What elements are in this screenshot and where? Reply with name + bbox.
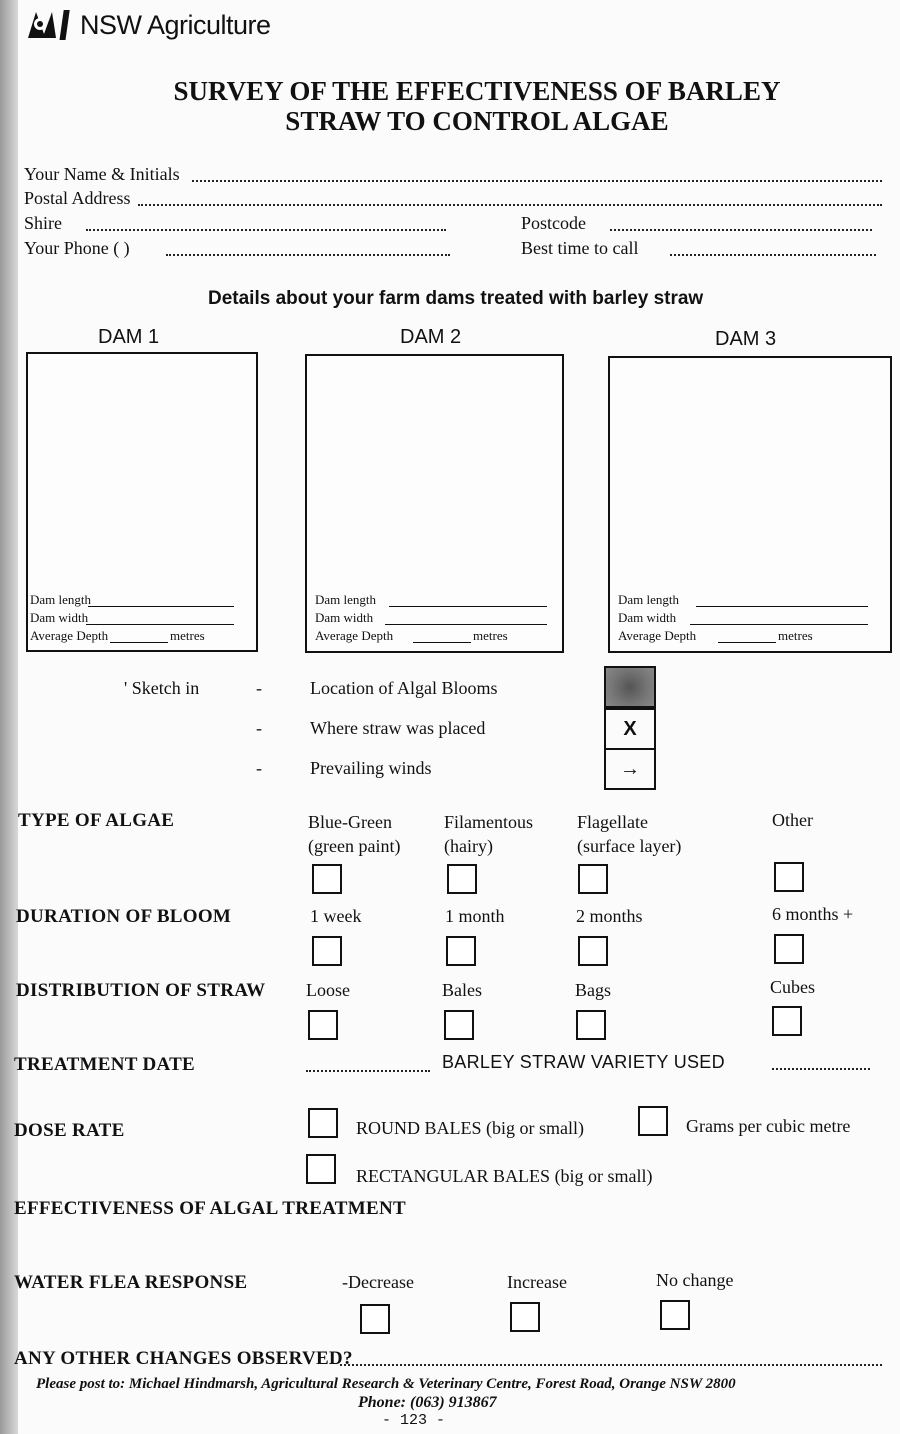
dam-2-width-label: Dam width <box>315 610 374 625</box>
dam-2-width-field[interactable] <box>385 624 547 625</box>
distribution-bags-checkbox[interactable] <box>576 1010 606 1040</box>
dam-3-unit: metres <box>778 628 813 643</box>
algae-option-2-line1: Filamentous <box>444 812 533 832</box>
name-label: Your Name & Initials <box>24 164 180 184</box>
dam-1-width-field[interactable] <box>86 624 234 625</box>
dam-1-length-label: Dam length <box>30 592 92 607</box>
address-label: Postal Address <box>24 188 131 208</box>
post-to-address: Please post to: Michael Hindmarsh, Agricultural Research & Veterinary Centre, Forest Road, Orange NSW 2800 <box>36 1376 736 1392</box>
legend-label-straw-placed: Where straw was placed <box>310 718 486 738</box>
title-line-2: STRAW TO CONTROL ALGAE <box>285 106 669 136</box>
algae-option-filamentous <box>444 810 533 858</box>
dam-2-title: DAM 2 <box>400 326 462 348</box>
best-time-field[interactable] <box>670 254 876 256</box>
algal-bloom-shading-swatch <box>604 666 656 708</box>
duration-1-month-checkbox[interactable] <box>446 936 476 966</box>
dam-1-depth-label: Average Depth <box>30 628 109 643</box>
effectiveness-label: EFFECTIVENESS OF ALGAL TREATMENT <box>14 1198 406 1219</box>
legend-dash-1: - <box>256 678 262 698</box>
barley-variety-label: BARLEY STRAW VARIETY USED <box>442 1052 725 1072</box>
duration-option-3: 2 months <box>576 906 643 926</box>
dam-2-depth-field[interactable] <box>413 642 471 643</box>
algae-filamentous-checkbox[interactable] <box>447 864 477 894</box>
phone-label: Your Phone ( ) <box>24 238 130 258</box>
legend-label-algal-blooms: Location of Algal Blooms <box>310 678 498 698</box>
postcode-field[interactable] <box>610 229 872 231</box>
algae-type-label: TYPE OF ALGAE <box>18 810 175 831</box>
title-line-1: SURVEY OF THE EFFECTIVENESS OF BARLEY <box>173 76 781 106</box>
dam-1-depth-field[interactable] <box>110 642 168 643</box>
legend-dash-3: - <box>256 758 262 778</box>
duration-option-1: 1 week <box>310 906 362 926</box>
distribution-loose-checkbox[interactable] <box>308 1010 338 1040</box>
dam-3-title: DAM 3 <box>715 328 777 350</box>
distribution-option-bales: Bales <box>442 980 482 1000</box>
name-field[interactable] <box>192 180 882 182</box>
other-changes-field[interactable] <box>340 1364 882 1366</box>
water-flea-label: WATER FLEA RESPONSE <box>14 1272 248 1293</box>
distribution-option-loose: Loose <box>306 980 350 1000</box>
treatment-date-field[interactable] <box>306 1070 430 1072</box>
distribution-bales-checkbox[interactable] <box>444 1010 474 1040</box>
grams-per-cubic-metre-checkbox[interactable] <box>638 1106 668 1136</box>
water-flea-decrease-checkbox[interactable] <box>360 1304 390 1334</box>
sketch-in-label: ' Sketch in <box>124 678 200 698</box>
legend-dash-2: - <box>256 718 262 738</box>
treatment-date-label: TREATMENT DATE <box>14 1054 196 1075</box>
dam-1-title: DAM 1 <box>98 326 160 348</box>
algae-option-4-line1: Other <box>772 810 813 830</box>
water-flea-option-increase: Increase <box>507 1272 567 1292</box>
dam-1-unit: metres <box>170 628 205 643</box>
algae-option-other <box>772 808 813 832</box>
legend-label-prevailing-winds: Prevailing winds <box>310 758 432 778</box>
duration-option-4: 6 months + <box>772 904 854 924</box>
page-number: - 123 - <box>382 1412 446 1429</box>
dams-subtitle: Details about your farm dams treated with barley straw <box>208 288 704 309</box>
duration-6-months-checkbox[interactable] <box>774 934 804 964</box>
logo-text: NSW Agriculture <box>80 9 271 40</box>
dam-1-length-field[interactable] <box>88 606 234 607</box>
barley-variety-field[interactable] <box>772 1068 870 1070</box>
dam-3-depth-field[interactable] <box>718 642 776 643</box>
dam-3-sketch-box[interactable] <box>608 356 892 653</box>
rectangular-bales-label: RECTANGULAR BALES (big or small) <box>356 1166 653 1186</box>
algae-option-blue-green <box>308 810 400 858</box>
round-bales-label: ROUND BALES (big or small) <box>356 1118 584 1138</box>
decrease-text: Decrease <box>348 1272 414 1292</box>
duration-2-months-checkbox[interactable] <box>578 936 608 966</box>
algae-option-1-line1: Blue-Green <box>308 812 392 832</box>
dam-2-unit: metres <box>473 628 508 643</box>
shire-label: Shire <box>24 213 62 233</box>
best-time-label: Best time to call <box>521 238 639 258</box>
water-flea-no-change-checkbox[interactable] <box>660 1300 690 1330</box>
shire-field[interactable] <box>86 229 446 231</box>
dam-2-length-field[interactable] <box>389 606 547 607</box>
algae-option-flagellate <box>577 810 681 858</box>
dam-2-depth-label: Average Depth <box>315 628 394 643</box>
duration-option-2: 1 month <box>445 906 505 926</box>
dam-2-sketch-box[interactable] <box>305 354 564 653</box>
dose-rate-label: DOSE RATE <box>14 1120 125 1141</box>
water-flea-increase-checkbox[interactable] <box>510 1302 540 1332</box>
dam-3-width-field[interactable] <box>690 624 868 625</box>
address-field[interactable] <box>138 204 882 206</box>
algae-option-3-line1: Flagellate <box>577 812 648 832</box>
grams-per-cubic-metre-label: Grams per cubic metre <box>686 1116 851 1136</box>
straw-placed-x-symbol <box>604 708 656 750</box>
dam-3-length-label: Dam length <box>618 592 680 607</box>
water-flea-option-no-change: No change <box>656 1270 734 1290</box>
distribution-option-cubes: Cubes <box>770 977 815 997</box>
postcode-label: Postcode <box>521 213 586 233</box>
algae-blue-green-checkbox[interactable] <box>312 864 342 894</box>
distribution-option-bags: Bags <box>575 980 611 1000</box>
algae-other-checkbox[interactable] <box>774 862 804 892</box>
dam-3-length-field[interactable] <box>696 606 868 607</box>
phone-field[interactable] <box>166 254 450 256</box>
algae-option-3-line2: (surface layer) <box>577 836 682 856</box>
algae-flagellate-checkbox[interactable] <box>578 864 608 894</box>
nsw-waratah-logo-icon <box>26 8 74 42</box>
footer-phone: Phone: (063) 913867 <box>358 1394 497 1411</box>
rectangular-bales-checkbox[interactable] <box>306 1154 336 1184</box>
x-symbol: X <box>623 717 637 740</box>
dam-3-depth-label: Average Depth <box>618 628 697 643</box>
algae-option-1-line2: (green paint) <box>308 836 401 856</box>
duration-label: DURATION OF BLOOM <box>16 906 232 927</box>
wind-arrow-icon <box>604 748 656 790</box>
water-flea-option-decrease: ‑Decrease <box>342 1272 414 1292</box>
arrow-symbol: → <box>620 757 640 780</box>
dam-3-width-label: Dam width <box>618 610 677 625</box>
dam-1-width-label: Dam width <box>30 610 89 625</box>
duration-1-week-checkbox[interactable] <box>312 936 342 966</box>
page-title <box>0 76 900 136</box>
dam-1-sketch-box[interactable] <box>26 352 258 652</box>
other-changes-label: ANY OTHER CHANGES OBSERVED? <box>14 1348 353 1369</box>
round-bales-checkbox[interactable] <box>308 1108 338 1138</box>
nsw-agriculture-logo <box>26 8 271 42</box>
dam-2-length-label: Dam length <box>315 592 377 607</box>
distribution-label: DISTRIBUTION OF STRAW <box>16 980 266 1001</box>
distribution-cubes-checkbox[interactable] <box>772 1006 802 1036</box>
algae-option-2-line2: (hairy) <box>444 836 493 856</box>
